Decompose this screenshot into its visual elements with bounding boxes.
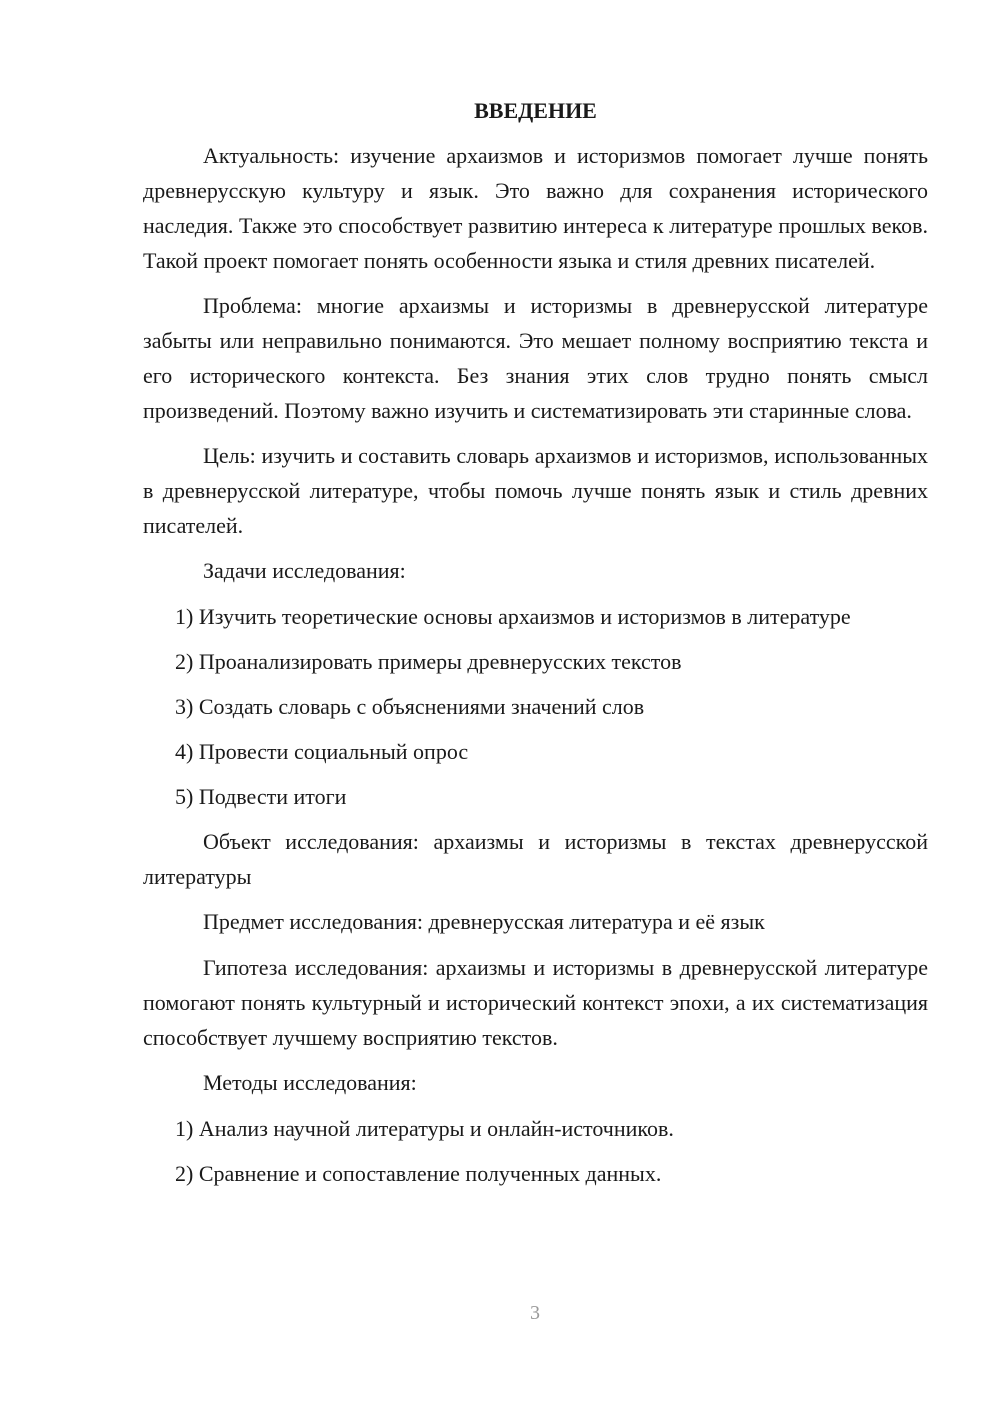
task-item-2: 2) Проанализировать примеры древнерусских текстов [175,649,682,674]
task-item-5: 5) Подвести итоги [175,784,347,809]
paragraph-subject: Предмет исследования: древнерусская литература и её язык [203,909,765,934]
paragraph-object: Объект исследования: архаизмы и историзмы в текстах древнерусской литературы [143,829,928,889]
methods-heading: Методы исследования: [203,1070,417,1095]
page-content [143,93,928,1201]
paragraph-goal: Цель: изучить и составить словарь архаизмов и историзмов, использованных в древнерусской литературе, чтобы помочь лучше понять язык и стиль древних писателей. [143,443,928,538]
paragraph-hypothesis: Гипотеза исследования: архаизмы и историзмы в древнерусской литературе помогают понять культурный и исторический контекст эпохи, а их систематизация способствует лучшему восприятию текстов. [143,955,928,1050]
task-item-3: 3) Создать словарь с объяснениями значений слов [175,694,645,719]
task-item-4: 4) Провести социальный опрос [175,739,469,764]
task-item-1: 1) Изучить теоретические основы архаизмов и историзмов в литературе [175,604,851,629]
paragraph-problem: Проблема: многие архаизмы и историзмы в древнерусской литературе забыты или неправильно понимаются. Это мешает полному восприятию текста и его исторического контекста. Без знания этих слов трудно понять смысл произведений. Поэтому важно изучить и систематизировать эти старинные слова. [143,293,928,423]
tasks-heading: Задачи исследования: [203,558,406,583]
page-number: 3 [530,1302,540,1324]
paragraph-relevance: Актуальность: изучение архаизмов и историзмов помогает лучше понять древнерусскую культуру и язык. Это важно для сохранения исторического наследия. Также это способствует развитию интереса к литературе прошлых веков. Такой проект помогает понять особенности языка и стиля древних писателей. [143,143,928,273]
page-title: ВВЕДЕНИЕ [474,98,597,123]
method-item-2: 2) Сравнение и сопоставление полученных данных. [175,1161,662,1186]
method-item-1: 1) Анализ научной литературы и онлайн-источников. [175,1116,674,1141]
